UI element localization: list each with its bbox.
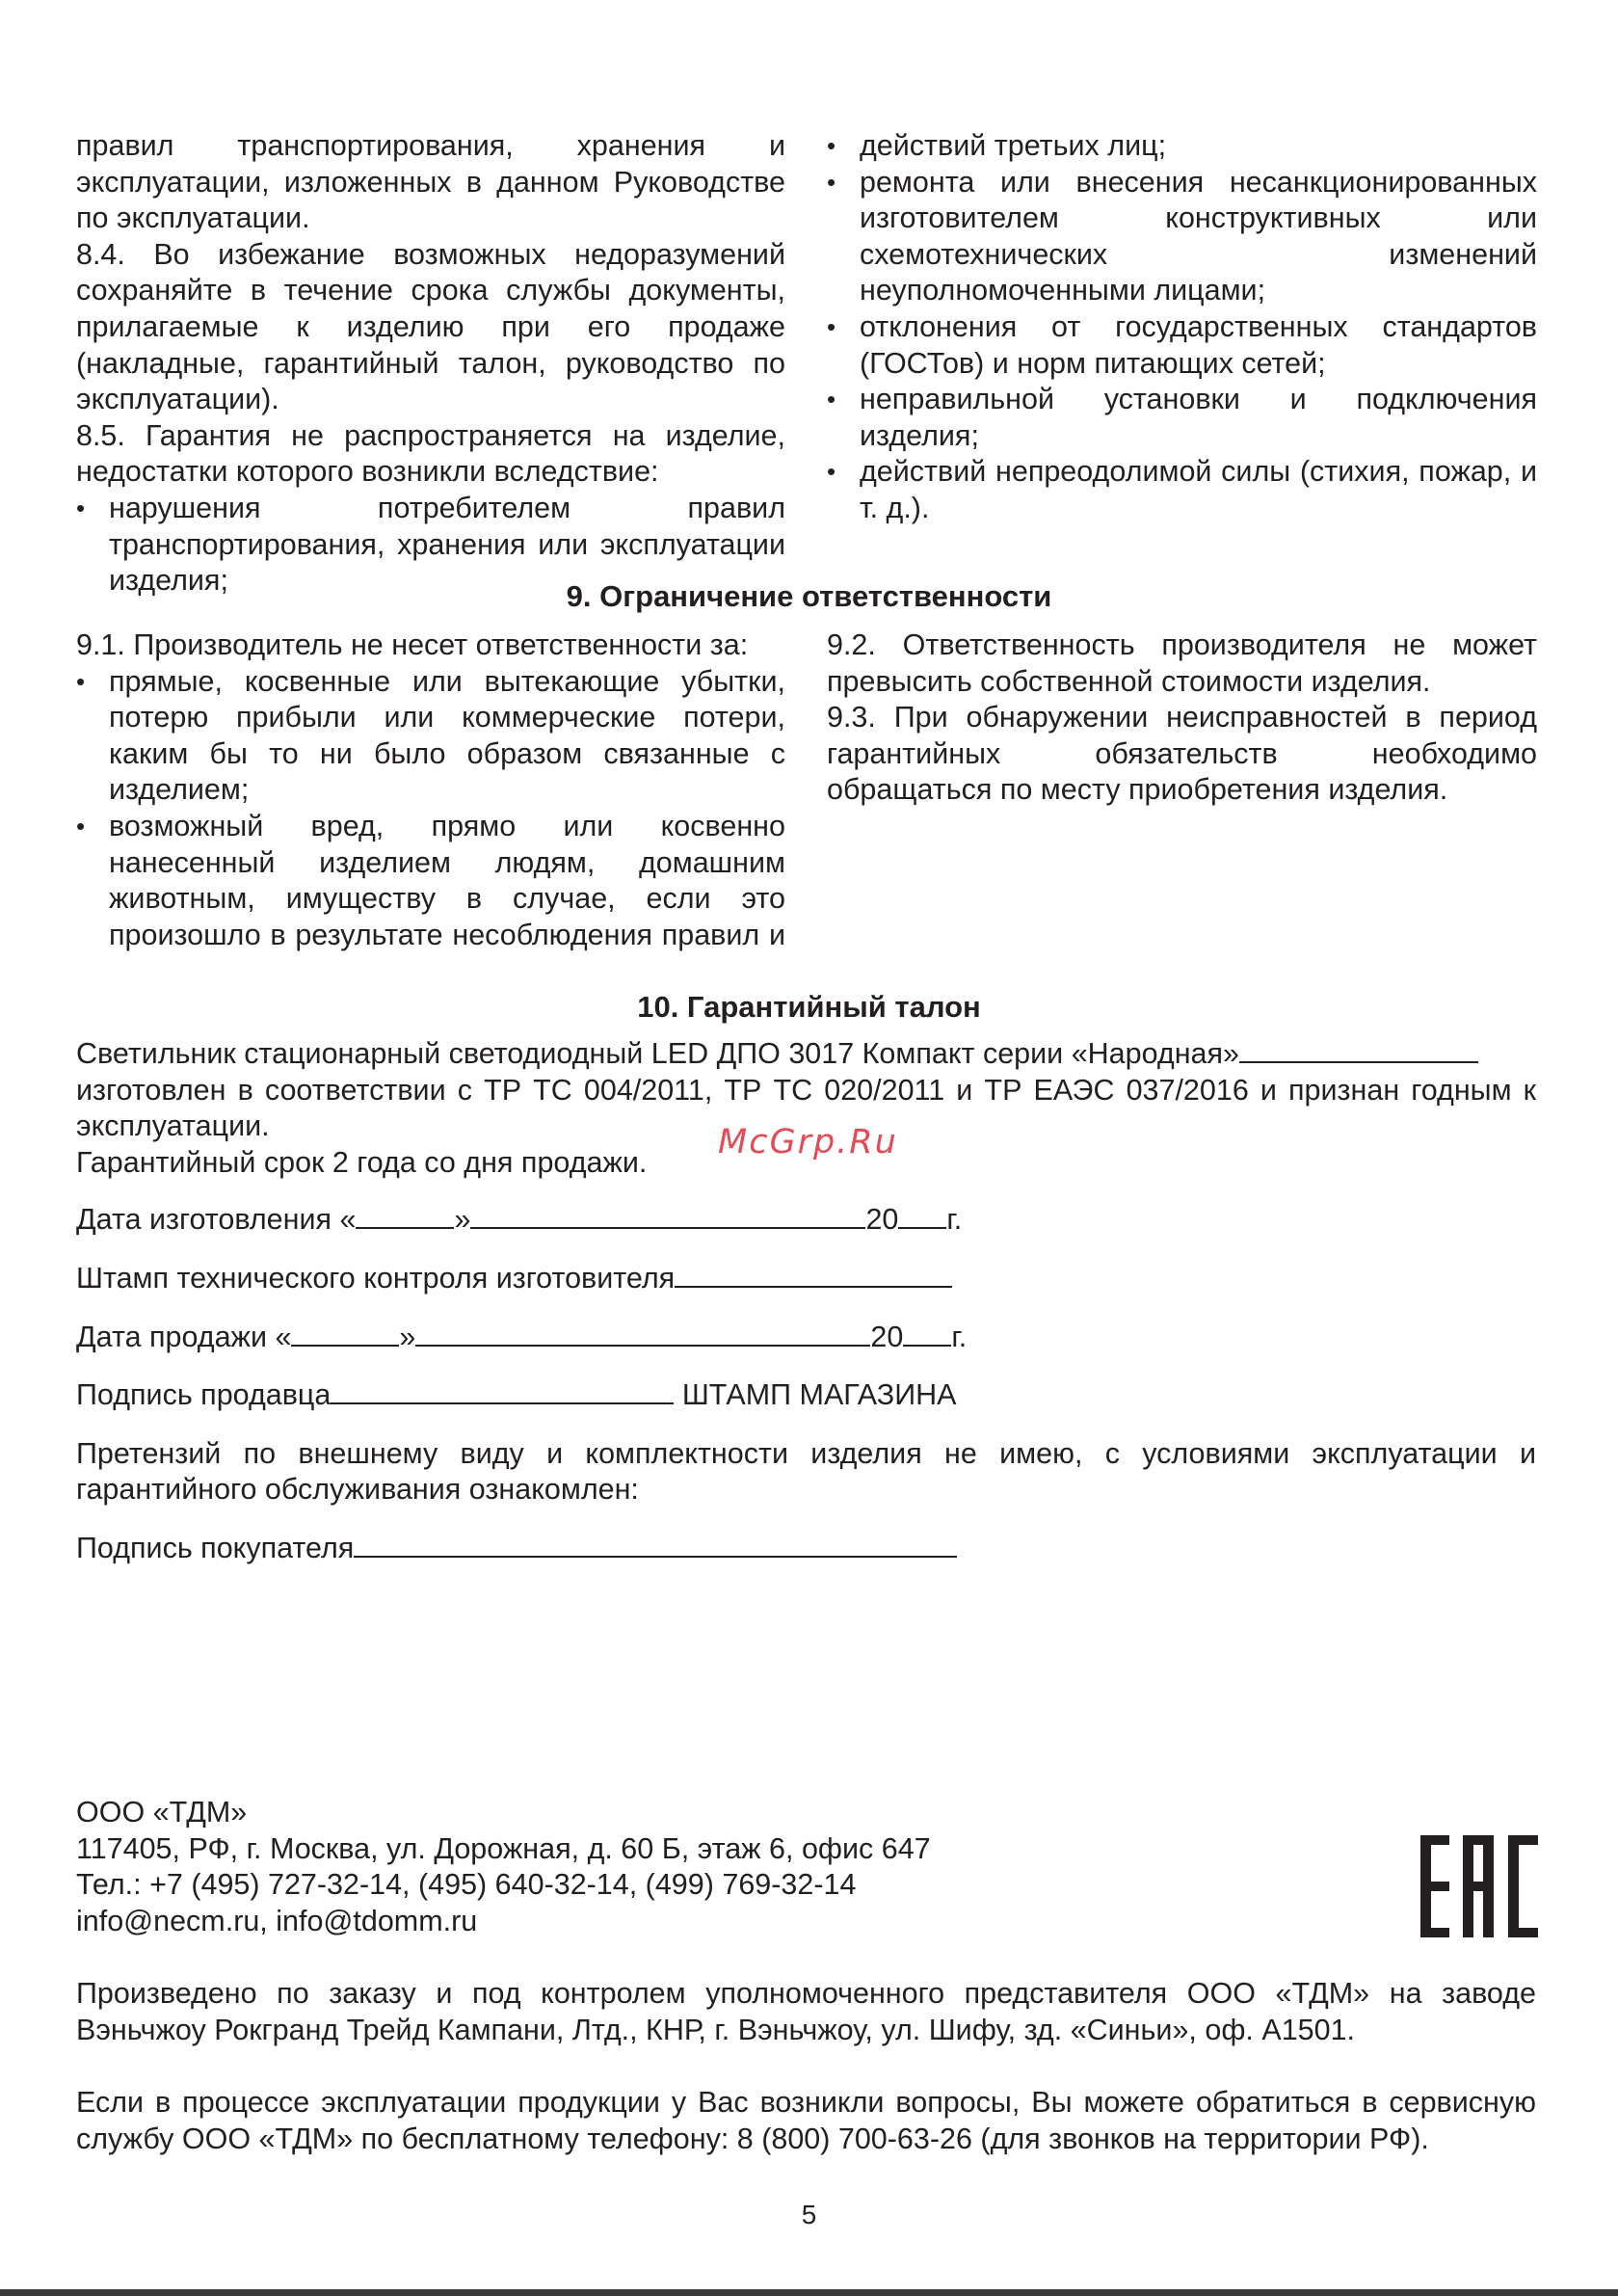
warranty-term: Гарантийный срок 2 года со дня продажи.	[76, 1145, 648, 1179]
seller-sign-label: Подпись продавца	[76, 1378, 332, 1412]
quote-close: »	[454, 1203, 471, 1237]
conformity-statement: изготовлен в соответствии с ТР ТС 004/2011, ТР ТС 020/2011 и ТР ЕАЭС 037/2016 и признан годным к эксплуатации.	[76, 1073, 1536, 1143]
section8-bullet: • отклонения от государственных стандартов (ГОСТов) и норм питающих сетей;	[827, 309, 1537, 382]
section9-paragraph-92: 9.2. Ответственность производителя не может превысить собственной стоимости изделия.	[827, 628, 1537, 698]
section8-bullet: • неправильной установки и подключения изделия;	[827, 382, 1537, 454]
eac-mark-icon	[1420, 1835, 1538, 1942]
serial-blank-line[interactable]	[1239, 1036, 1478, 1063]
year-suffix: г.	[951, 1320, 968, 1353]
section9-bullet: • прямые, косвенные или вытекающие убытки, потерю прибыли или коммерческие потери, каким бы то ни было образом связанные с изделием;	[76, 664, 785, 809]
stamp-blank-line[interactable]	[675, 1261, 952, 1288]
section8-paragraph: 8.4. Во избежание возможных недоразумений сохраняйте в течение срока службы документы, прилагаемые к изделию при его продаже (накладные, гарантийный талон, руководство по эксплуатации).	[76, 237, 785, 416]
manufacture-date-label: Дата изготовления «	[76, 1203, 357, 1237]
company-emails: info@necm.ru, info@tdomm.ru	[76, 1904, 478, 1937]
product-line	[76, 1036, 1536, 1073]
section10-heading: 10. Гарантийный талон	[637, 990, 981, 1024]
sale-month-blank[interactable]	[415, 1320, 870, 1347]
section9-intro: 9.1. Производитель не несет ответственности за:	[76, 628, 749, 661]
stamp-row	[76, 1261, 1536, 1297]
section8-right-column	[827, 128, 1537, 527]
bottom-divider	[0, 2289, 1618, 2296]
buyer-sign-label: Подпись покупателя	[76, 1531, 355, 1564]
section9-right-column	[827, 627, 1537, 809]
section8-left-column	[76, 128, 785, 600]
stamp-label: Штамп технического контроля изготовителя	[76, 1261, 676, 1295]
company-name: ООО «ТДМ»	[76, 1796, 248, 1829]
manufacturer-note	[76, 1976, 1536, 2048]
sale-year-blank[interactable]	[903, 1320, 951, 1347]
company-info	[76, 1795, 1536, 1939]
section9-paragraph-93: 9.3. При обнаружении неисправностей в период гарантийных обязательств необходимо обращаться по месту приобретения изделия.	[827, 701, 1537, 807]
shop-stamp-label: ШТАМП МАГАЗИНА	[681, 1378, 957, 1412]
manufacture-date-row	[76, 1202, 1536, 1239]
company-phones: Тел.: +7 (495) 727-32-14, (495) 640-32-14, (499) 769-32-14	[76, 1868, 857, 1902]
sale-date-label: Дата продажи «	[76, 1320, 292, 1353]
section8-bullet: • действий третьих лиц;	[827, 128, 1537, 165]
manufacture-month-blank[interactable]	[470, 1202, 865, 1229]
seller-sign-blank[interactable]	[331, 1377, 674, 1404]
manufacture-day-blank[interactable]	[356, 1202, 454, 1229]
service-note	[76, 2085, 1536, 2157]
buyer-sign-blank[interactable]	[354, 1531, 957, 1558]
warranty-card	[76, 1036, 1536, 1567]
page-number: 5	[801, 2200, 817, 2229]
sale-date-row	[76, 1320, 1536, 1356]
buyer-sign-row	[76, 1531, 1536, 1567]
eac-mark-icon	[1420, 1835, 1538, 1937]
year-prefix: 20	[870, 1320, 904, 1353]
company-address: 117405, РФ, г. Москва, ул. Дорожная, д. 60 Б, этаж 6, офис 647	[76, 1831, 931, 1865]
year-prefix: 20	[865, 1203, 899, 1237]
watermark-text: McGrp.Ru	[718, 1123, 898, 1161]
section9-left-column	[76, 627, 785, 955]
product-name: Светильник стационарный светодиодный LED ДПО 3017 Компакт серии «Народная»	[76, 1037, 1239, 1070]
year-suffix: г.	[946, 1203, 963, 1237]
section8-bullet: • ремонта или внесения несанкционированных изготовителем конструктивных или схемотехнических изменений неуполномоченными лицами;	[827, 165, 1537, 309]
section9-heading: 9. Ограничение ответственности	[566, 579, 1052, 613]
sale-day-blank[interactable]	[291, 1320, 399, 1347]
manufacture-year-blank[interactable]	[898, 1202, 946, 1229]
manufactured-by: Произведено по заказу и под контролем уполномоченного представителя ООО «ТДМ» на заводе Вэньчжоу Рокгранд Трейд Кампани, Лтд., КНР, г. Вэньчжоу, ул. Шифу, зд. «Синьи», оф. А1501.	[76, 1977, 1536, 2046]
section8-bullet: • нарушения потребителем правил транспортирования, хранения или эксплуатации изделия;	[76, 491, 785, 600]
section8-bullet: • действий непреодолимой силы (стихия, пожар, и т. д.).	[827, 454, 1537, 526]
claims-statement: Претензий по внешнему виду и комплектности изделия не имею, с условиями эксплуатации и гарантийного обслуживания ознакомлен:	[76, 1436, 1536, 1507]
section8-paragraph: правил транспортирования, хранения и эксплуатации, изложенных в данном Руководстве по эксплуатации.	[76, 129, 785, 235]
quote-close: »	[399, 1320, 416, 1353]
section8-paragraph: 8.5. Гарантия не распространяется на изделие, недостатки которого возникли вследствие:	[76, 418, 785, 489]
section9-bullet: • возможный вред, прямо или косвенно нанесенный изделием людям, домашним животным, имуществу в случае, если это произошло в результате несоблюдения правил и	[76, 809, 785, 955]
service-contact: Если в процессе эксплуатации продукции у Вас возникли вопросы, Вы можете обратиться в сервисную службу ООО «ТДМ» по бесплатному телефону: 8 (800) 700-63-26 (для звонков на территории РФ).	[76, 2086, 1536, 2155]
seller-sign-row	[76, 1377, 1536, 1414]
